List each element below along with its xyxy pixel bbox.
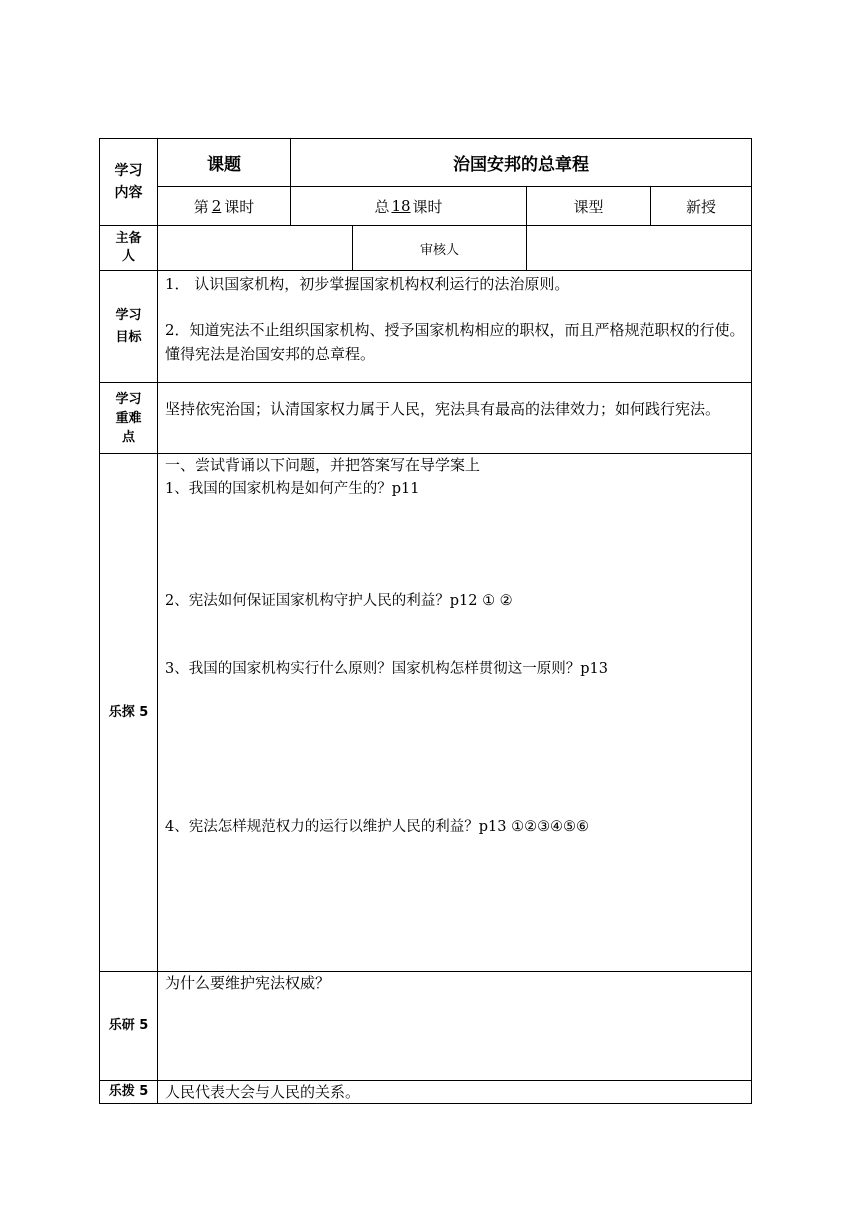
- preparer-value: [158, 226, 352, 270]
- divider: [99, 971, 752, 972]
- research-label: 乐研 5: [108, 1018, 149, 1033]
- key-points-text: 坚持依宪治国；认清国家权力属于人民，宪法具有最高的法律效力；如何践行宪法。: [165, 400, 721, 418]
- extend-text: 人民代表大会与人民的关系。: [165, 1083, 361, 1101]
- divider: [99, 382, 752, 383]
- topic-title: 治国安邦的总章程: [453, 155, 589, 175]
- research-question: 为什么要维护宪法权威？: [165, 974, 331, 992]
- key-points-label: 学习 重难 点: [115, 391, 142, 445]
- reviewer-label: 审核人: [419, 242, 459, 258]
- total-lessons-value: 18: [391, 197, 411, 215]
- lesson-number: 第 2 课时: [193, 197, 255, 216]
- objective-2: 2．知道宪法不止组织国家机构、授予国家机构相应的职权，而且严格规范职权的行使。懂得宪法是治国安邦的总章程。: [165, 321, 745, 363]
- divider: [99, 270, 752, 271]
- total-lessons: 总 18 课时: [374, 197, 443, 216]
- extend-label: 乐拨 5: [108, 1084, 149, 1099]
- divider: [99, 1080, 752, 1081]
- topic-label: 课题: [207, 155, 241, 175]
- divider: [99, 453, 752, 454]
- lesson-type-value: 新授: [685, 197, 716, 216]
- explore-question-1: 1、我国的国家机构是如何产生的？p11: [165, 481, 420, 497]
- explore-label: 乐探 5: [108, 704, 149, 720]
- study-content-label: 学习 内容: [114, 163, 143, 201]
- lesson-type-label: 课型: [573, 197, 604, 216]
- explore-question-2: 2、宪法如何保证国家机构守护人民的利益？p12 ① ②: [165, 593, 513, 609]
- explore-intro: 一、尝试背诵以下问题，并把答案写在导学案上: [165, 456, 481, 474]
- reviewer-value: [527, 226, 751, 270]
- divider: [157, 138, 158, 1104]
- lesson-number-value: 2: [211, 197, 222, 215]
- explore-question-3: 3、我国的国家机构实行什么原则？国家机构怎样贯彻这一原则？p13: [165, 661, 608, 677]
- preparer-label: 主备 人: [115, 231, 142, 264]
- objectives-label: 学习 目标: [115, 307, 142, 345]
- explore-question-4: 4、宪法怎样规范权力的运行以维护人民的利益？p13 ①②③④⑤⑥: [165, 819, 590, 835]
- objective-1: 1． 认识国家机构，初步掌握国家机构权利运行的法治原则。: [165, 275, 570, 293]
